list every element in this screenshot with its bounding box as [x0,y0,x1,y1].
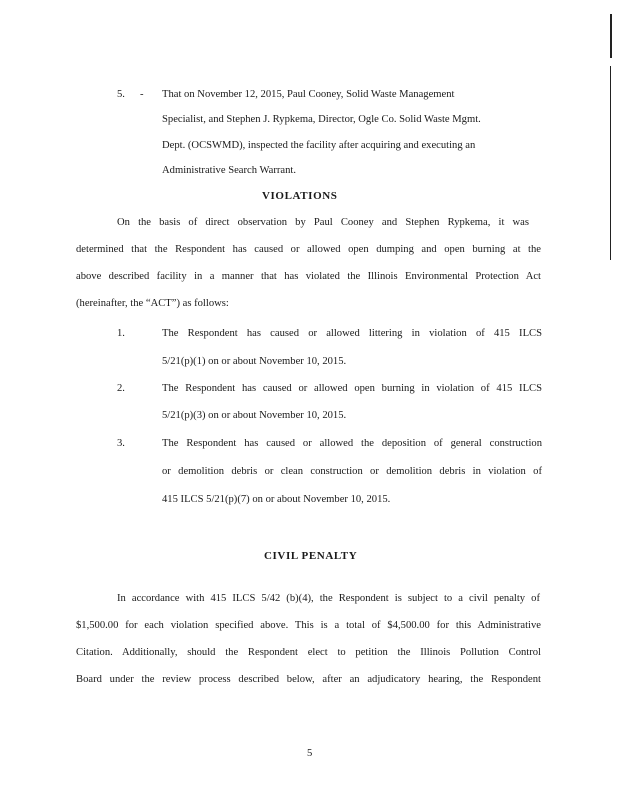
item-5-line: Administrative Search Warrant. [162,165,296,176]
violation-2-line: 5/21(p)(3) on or about November 10, 2015. [162,410,347,421]
item-5-line: Dept. (OCSWMD), inspected the facility after acquiring and executing an [162,140,476,151]
violation-1-line: The Respondent has caused or allowed littering in violation of 415 ILCS [162,328,542,339]
item-5-dash: - [140,89,144,100]
civil-penalty-line: Board under the review process described below, after an adjudicatory hearing, the Respondent [76,674,541,685]
civil-penalty-line: Citation. Additionally, should the Respondent elect to petition the Illinois Pollution Control [76,647,541,658]
violation-1-line: 5/21(p)(1) on or about November 10, 2015. [162,356,347,367]
violation-3-line: or demolition debris or clean construction or demolition debris in violation of [162,466,542,477]
violation-3-line: The Respondent has caused or allowed the deposition of general construction [162,438,542,449]
civil-penalty-line: In accordance with 415 ILCS 5/42 (b)(4), the Respondent is subject to a civil penalty of [117,593,540,604]
item-5-number: 5. [117,89,125,100]
item-5-line: That on November 12, 2015, Paul Cooney, Solid Waste Management [162,89,455,100]
item-5-line: Specialist, and Stephen J. Rypkema, Director, Ogle Co. Solid Waste Mgmt. [162,114,481,125]
violation-2-line: The Respondent has caused or allowed open burning in violation of 415 ILCS [162,383,542,394]
civil-penalty-line: $1,500.00 for each violation specified above. This is a total of $4,500.00 for this Administrative [76,620,541,631]
violation-2-number: 2. [117,383,125,394]
civil-penalty-heading: CIVIL PENALTY [264,550,358,562]
violation-1-number: 1. [117,328,125,339]
margin-mark [610,66,611,260]
violations-intro-line: determined that the Respondent has caused or allowed open dumping and open burning at the [76,244,541,255]
violations-heading: VIOLATIONS [262,190,338,202]
violations-intro-line: above described facility in a manner that has violated the Illinois Environmental Protection Act [76,271,541,282]
violations-intro-line: (hereinafter, the “ACT”) as follows: [76,298,229,309]
violation-3-number: 3. [117,438,125,449]
violations-intro-line: On the basis of direct observation by Paul Cooney and Stephen Rypkema, it was [117,217,529,228]
violation-3-line: 415 ILCS 5/21(p)(7) on or about November 10, 2015. [162,494,391,505]
page-number: 5 [307,748,313,759]
margin-mark [610,14,612,58]
